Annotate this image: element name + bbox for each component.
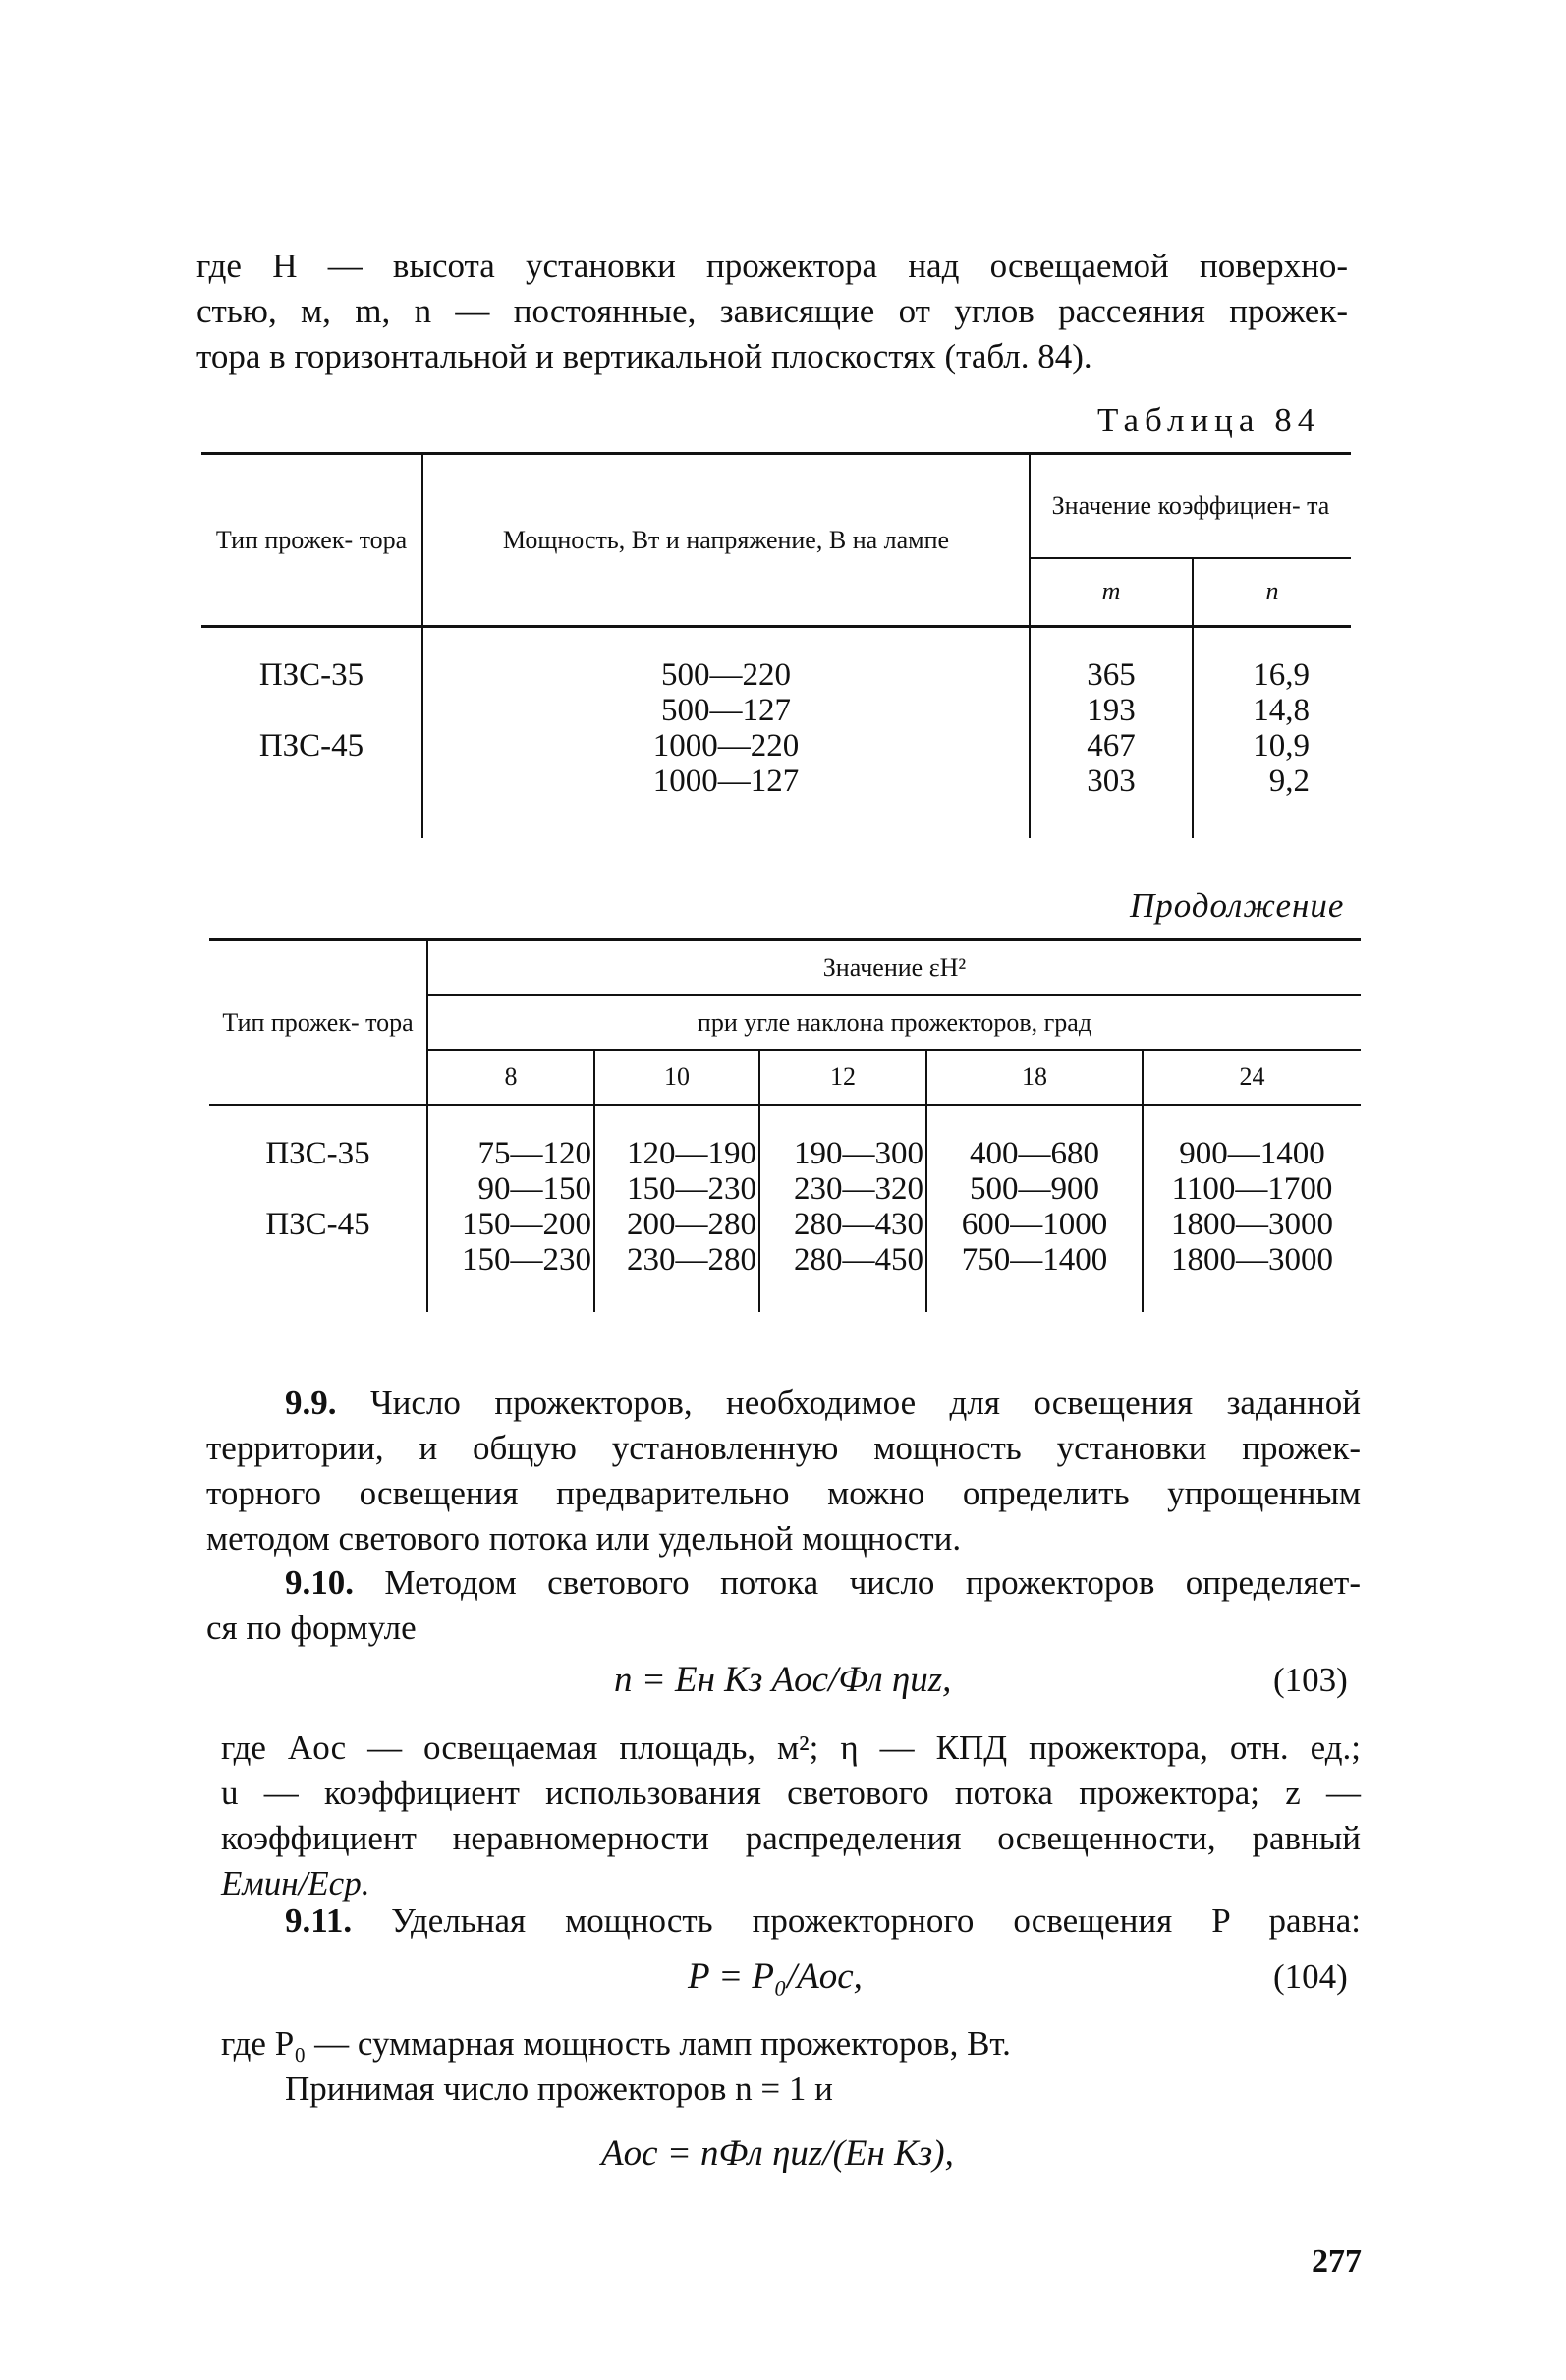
table-cell: 600—1000 [961, 1207, 1108, 1242]
table-84 [201, 452, 1351, 838]
formula-area: Aос = nФл ηuz/(Eн Kз), [601, 2133, 954, 2174]
table-cell: 190—300 [794, 1136, 923, 1171]
table-cell: 1100—1700 [1171, 1171, 1333, 1207]
table-cell: 120—190 [627, 1136, 756, 1171]
intro-line: стью, м, m, n — постоянные, зависящие от углов рассеяния прожек- [196, 292, 1348, 330]
table-cell: 150—200 [462, 1207, 591, 1242]
continuation-caption: Продолжение [1130, 886, 1345, 925]
table-cell: 230—320 [794, 1171, 923, 1207]
paragraph-line: Удельная мощность прожекторного освещения P равна: [391, 1901, 1361, 1940]
table-cell: 150—230 [627, 1171, 756, 1207]
table-cell: 193 [1087, 693, 1136, 728]
type-column [201, 627, 422, 838]
header-value: Значение εH² [427, 940, 1361, 995]
table-cell: 500—127 [661, 693, 791, 728]
table-cell: 90—150 [477, 1171, 591, 1207]
table-cell: 303 [1087, 764, 1136, 799]
paragraph-line: торного освещения предварительно можно определить упрощенным [206, 1474, 1361, 1512]
equation-number-103: (103) [1273, 1661, 1348, 1699]
section-number: 9.10. [285, 1563, 354, 1602]
angle-8-column [427, 1105, 594, 1312]
table-cell: 10,9 [1253, 728, 1310, 764]
table-cell: ПЗС-45 [265, 1207, 370, 1242]
table-cell: 16,9 [1253, 657, 1310, 693]
table-84-caption: Таблица 84 [1097, 401, 1321, 439]
table-cell: 1800—3000 [1171, 1207, 1333, 1242]
header-coefficient: Значение коэффициен- та [1030, 454, 1351, 558]
paragraph-line: коэффициент неравномерности распределения освещенности, равный [221, 1819, 1361, 1857]
paragraph-line: где Aос — освещаемая площадь, м²; η — КПД прожектора, отн. ед.; [221, 1728, 1361, 1767]
table-cell: ПЗС-35 [258, 657, 364, 693]
angle-12-column [759, 1105, 926, 1312]
header-angle-10: 10 [594, 1050, 759, 1105]
m-column [1030, 627, 1193, 838]
paragraph-line: Eмин/Eср. [221, 1864, 370, 1902]
header-angle-24: 24 [1143, 1050, 1361, 1105]
table-cell: 1000—220 [652, 728, 800, 764]
paragraph-line: Принимая число прожекторов n = 1 и [285, 2069, 833, 2108]
table-cell: 750—1400 [961, 1242, 1108, 1277]
equation-number-104: (104) [1273, 1957, 1348, 1996]
table-cell: 365 [1087, 657, 1136, 693]
paragraph-line: Число прожекторов, необходимое для освещения заданной [369, 1384, 1361, 1422]
table-cell: 500—220 [661, 657, 791, 693]
intro-line: где H — высота установки прожектора над освещаемой поверхно- [196, 247, 1348, 285]
paragraph-line: методом светового потока или удельной мощности. [206, 1519, 962, 1558]
intro-paragraph [196, 244, 1348, 379]
header-m: m [1030, 558, 1193, 627]
table-cell: 150—230 [462, 1242, 591, 1277]
header-angle: при угле наклона прожекторов, град [427, 995, 1361, 1050]
formula-104: P = P₀/Aос, [688, 1956, 863, 1997]
table-cell: 14,8 [1253, 693, 1310, 728]
page-number: 277 [1312, 2243, 1362, 2280]
header-type: Тип прожек- тора [201, 454, 422, 627]
assumption-line [285, 2067, 1361, 2112]
paragraph-line: где P₀ — суммарная мощность ламп прожекторов, Вт. [221, 2024, 1011, 2063]
table-cell: 900—1400 [1179, 1136, 1325, 1171]
table-cell: 9,2 [1268, 764, 1310, 799]
type-column [209, 1105, 427, 1312]
section-number: 9.9. [285, 1384, 337, 1422]
section-number: 9.11. [285, 1901, 353, 1940]
paragraph-9-11 [285, 1898, 1361, 1944]
paragraph-9-9 [206, 1381, 1361, 1561]
table-cell: ПЗС-45 [258, 728, 364, 764]
table-cell: 467 [1087, 728, 1136, 764]
table-cell: 280—430 [794, 1207, 923, 1242]
formula-103-explanation [221, 1726, 1361, 1906]
power-column [422, 627, 1030, 838]
header-angle-18: 18 [926, 1050, 1143, 1105]
header-angle-12: 12 [759, 1050, 926, 1105]
paragraph-line: Методом светового потока число прожекторов определяет- [384, 1563, 1361, 1602]
table-cell: 1000—127 [652, 764, 800, 799]
header-n: n [1193, 558, 1351, 627]
angle-10-column [594, 1105, 759, 1312]
intro-line: тора в горизонтальной и вертикальной плоскостях (табл. 84). [196, 337, 1092, 375]
paragraph-9-10 [206, 1560, 1361, 1651]
table-cell: 400—680 [970, 1136, 1099, 1171]
formula-104-explanation [221, 2021, 1361, 2067]
angle-18-column [926, 1105, 1143, 1312]
n-column [1193, 627, 1351, 838]
table-cell: 500—900 [970, 1171, 1099, 1207]
formula-103: n = Eн Kз Aос/Фл ηuz, [614, 1660, 952, 1700]
table-cell: 75—120 [477, 1136, 591, 1171]
header-angle-8: 8 [427, 1050, 594, 1105]
paragraph-line: u — коэффициент использования светового потока прожектора; z — [221, 1774, 1361, 1812]
paragraph-line: территории, и общую установленную мощность установки прожек- [206, 1429, 1361, 1467]
table-cell: 280—450 [794, 1242, 923, 1277]
table-cell: 230—280 [627, 1242, 756, 1277]
angle-24-column [1143, 1105, 1361, 1312]
header-type: Тип прожек- тора [209, 940, 427, 1105]
table-cell: 1800—3000 [1171, 1242, 1333, 1277]
table-cell: ПЗС-35 [265, 1136, 370, 1171]
table-84-continuation [209, 938, 1361, 1312]
table-cell: 200—280 [627, 1207, 756, 1242]
paragraph-line: ся по формуле [206, 1609, 417, 1647]
header-power: Мощность, Вт и напряжение, В на лампе [422, 454, 1030, 627]
